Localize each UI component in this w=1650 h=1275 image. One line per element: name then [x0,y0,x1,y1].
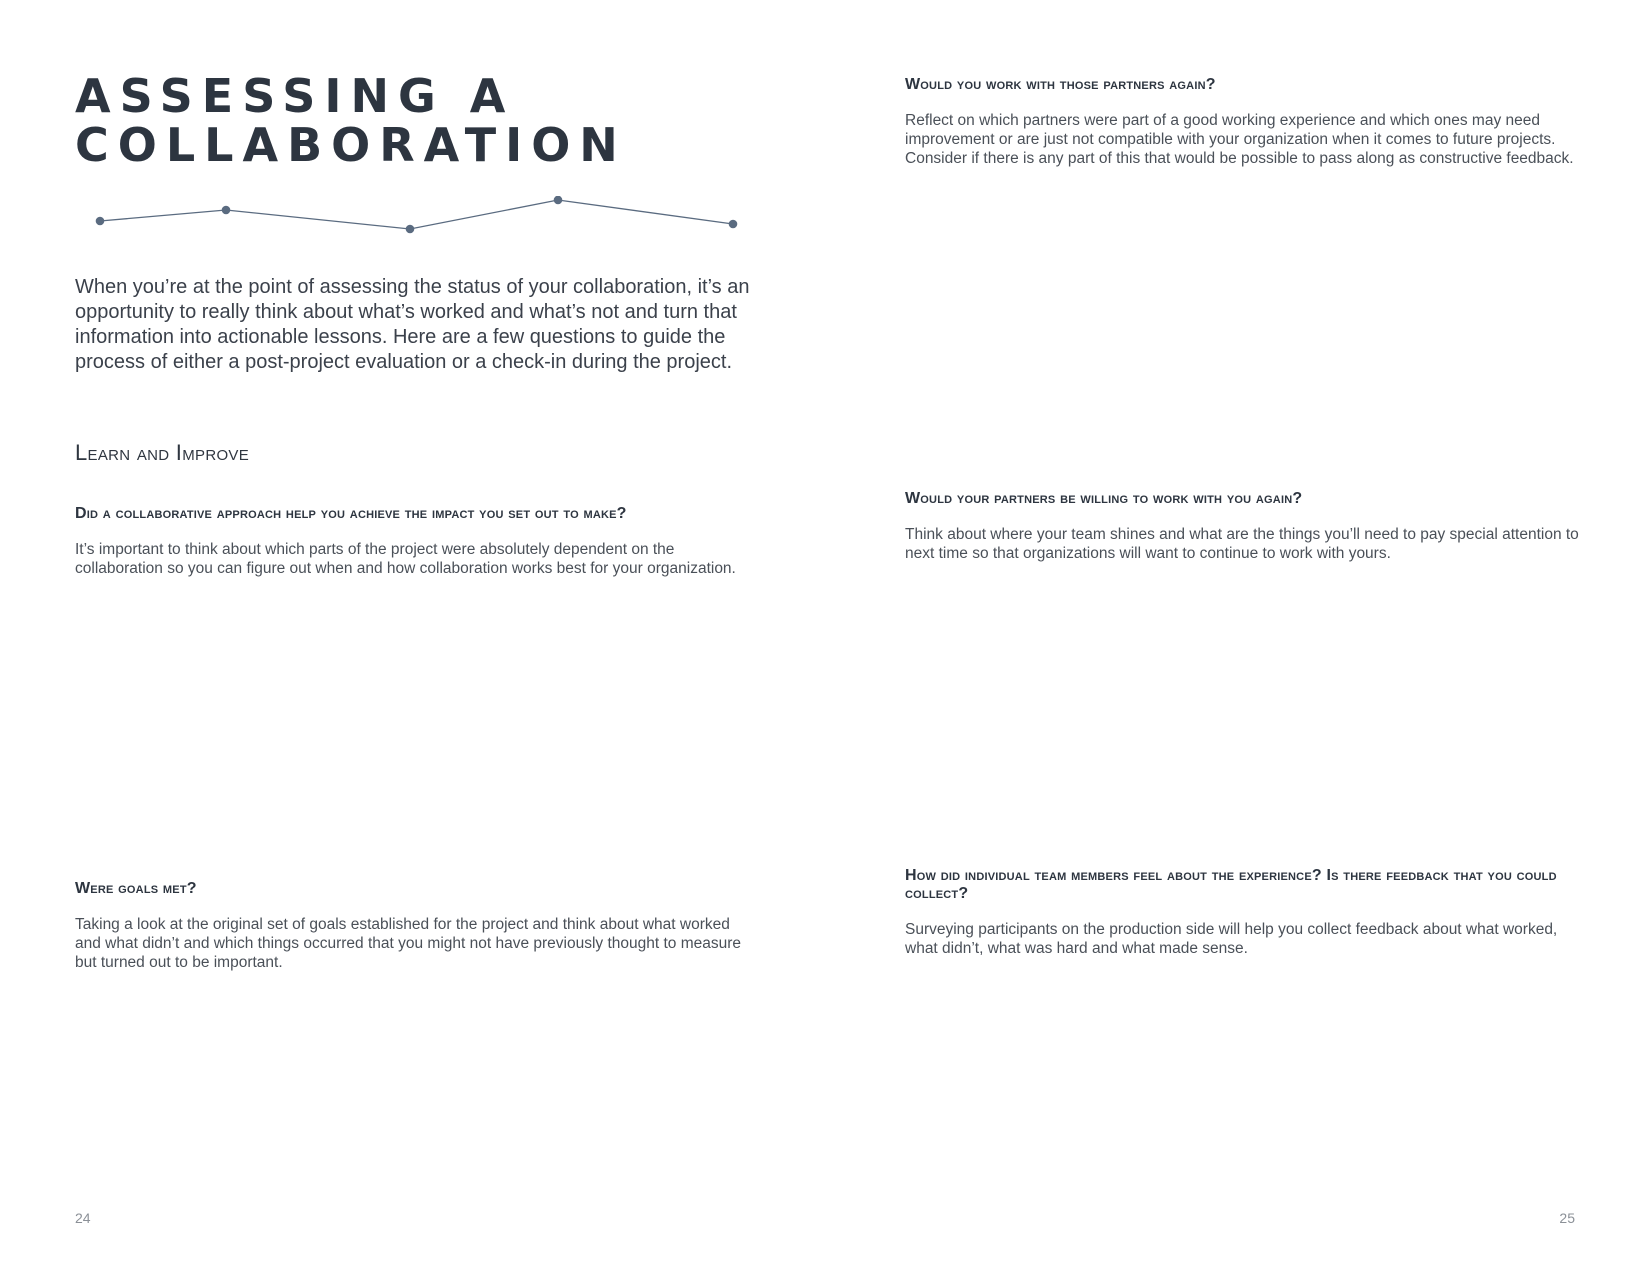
decorative-line-graphic [90,196,750,236]
question-body: Think about where your team shines and what are the things you’ll need to pay special attention to next time so that organizations will want to continue to work with yours. [905,526,1579,562]
question-heading: Were goals met? [75,880,197,897]
page-title-line-2: COLLABORATION [75,118,627,172]
question-block [905,490,1585,563]
question-body: Taking a look at the original set of goals established for the project and think about what worked and what didn’t and which things occurred that you might not have previously thought to measure but turned out to be important. [75,916,742,971]
page-title-line-1: ASSESSING A [75,69,515,123]
question-heading: How did individual team members feel about the experience? Is there feedback that you could collect? [905,867,1557,902]
question-body: Reflect on which partners were part of a good working experience and which ones may need improvement or are just not compatible with your organization when it comes to future projects. Consider if there is any part of this that would be possible to pass along as constructive feedback. [905,112,1574,167]
decorative-line [100,200,733,229]
decorative-dot [96,217,105,226]
decorative-dot [729,220,738,229]
page-number: 24 [75,1210,91,1226]
question-block [905,76,1585,168]
question-block [75,880,755,972]
question-heading: Did a collaborative approach help you achieve the impact you set out to make? [75,505,627,522]
question-block [905,867,1585,958]
question-block [75,505,755,578]
decorative-dot [406,225,415,234]
intro-paragraph: When you’re at the point of assessing the status of your collaboration, it’s an opportunity to really think about what’s worked and what’s not and turn that information into actionable lessons. Here are a few questions to guide the process of either a post-project evaluation or a check-in during the project. [75,276,750,373]
section-title: Learn and Improve [75,440,250,465]
question-heading: Would you work with those partners again? [905,76,1216,93]
right-page [825,0,1650,1275]
decorative-dot [222,206,231,215]
decorative-dot [554,196,563,204]
question-body: Surveying participants on the production side will help you collect feedback about what worked, what didn’t, what was hard and what made sense. [905,921,1558,957]
page-number: 25 [1559,1210,1575,1226]
question-heading: Would your partners be willing to work with you again? [905,490,1303,507]
page-title [75,69,627,172]
question-body: It’s important to think about which parts of the project were absolutely dependent on the collaboration so you can figure out when and how collaboration works best for your organization. [75,541,736,577]
